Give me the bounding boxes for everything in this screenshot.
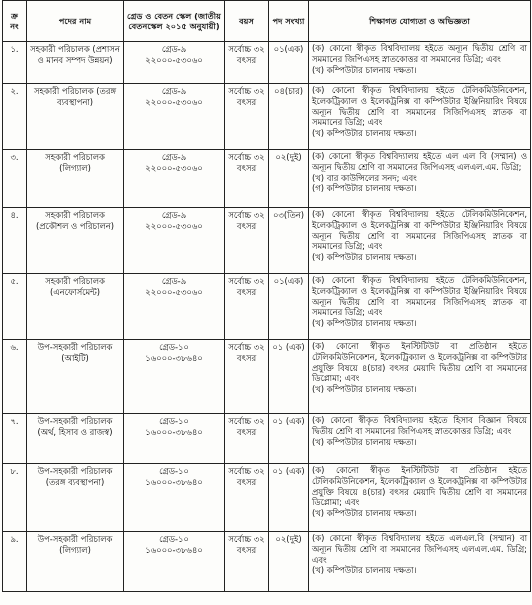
cell-post-count: ০২(দুই) bbox=[269, 532, 309, 592]
cell-post-count: ০১(এক) bbox=[269, 274, 309, 340]
table-row bbox=[3, 340, 531, 414]
qualification-item: (ক) কোনো স্বীকৃত বিশ্ববিদ্যালয় হইতে হিসাব বিজ্ঞান বিষয়ে দ্বিতীয় শ্রেণি বা সমমানের জিপিএসহ স্নাতকোত্তর ডিগ্রি; এবং bbox=[312, 415, 527, 436]
qualification-item: (ক) কোনো স্বীকৃত বিশ্ববিদ্যালয় হইতে এলএল.বি (সম্মান) বা অন্যূন দ্বিতীয় শ্রেণি বা সমমানের জিপিএসহ এলএল.এম. ডিগ্রি; এবং bbox=[312, 533, 527, 565]
cell-post-count: ০১ (এক) bbox=[269, 340, 309, 414]
cell-qualification bbox=[309, 42, 531, 84]
pay-scale: ২২০০০-৫৩০৬০ bbox=[145, 162, 203, 173]
header-age: বয়স bbox=[225, 1, 269, 42]
table-row bbox=[3, 84, 531, 150]
cell-age: সর্বোচ্চ ৩২ বৎসর bbox=[225, 84, 269, 150]
qualification-item: (ক) কোনো স্বীকৃত বিশ্ববিদ্যালয় হইতে অন্যূন দ্বিতীয় শ্রেণি বা সমমানের জিপিএসহ স্নাতকোত্তর বা সমমানের ডিগ্রি; এবং bbox=[312, 43, 527, 64]
table-row bbox=[3, 208, 531, 274]
cell-age: সর্বোচ্চ ৩২ বৎসর bbox=[225, 42, 269, 84]
cell-post-count: ০১ (এক) bbox=[269, 464, 309, 532]
qualification-item: (ক) কোনো স্বীকৃত বিশ্ববিদ্যালয় হইতে এল এল বি (সম্মান) ও অন্যূন দ্বিতীয় শ্রেণি বা সমমানের জিপিএসহ এলএল.এম. ডিগ্রি; bbox=[312, 151, 527, 172]
cell-post-name: সহকারী পরিচালক (প্রশাসন ও মানব সম্পদ উন্নয়ন) bbox=[27, 42, 124, 84]
cell-post-count: ০১ (এক) bbox=[269, 414, 309, 464]
cell-qualification bbox=[309, 340, 531, 414]
cell-serial: ১. bbox=[3, 42, 27, 84]
pay-scale: ২২০০০-৫৩০৬০ bbox=[145, 286, 203, 297]
pay-scale: ২২০০০-৫৩০৬০ bbox=[145, 220, 203, 231]
pay-scale: ১৬০০০-৩৮৬৪০ bbox=[145, 426, 203, 437]
cell-age: সর্বোচ্চ ৩২ বৎসর bbox=[225, 340, 269, 414]
qualification-item: (খ) কম্পিউটার চালনায় দক্ষতা। bbox=[312, 252, 417, 263]
header-post-name: পদের নাম bbox=[27, 1, 124, 42]
table-body bbox=[3, 42, 531, 592]
cell-grade bbox=[124, 208, 225, 274]
cell-grade bbox=[124, 84, 225, 150]
cell-grade bbox=[124, 274, 225, 340]
qualification-item: (ক) কোনো স্বীকৃত ইনস্টিটিউট বা প্রতিষ্ঠান হইতে টেলিকমিউনিকেশন, ইলেকট্রিক্যাল ও ইলেকট্রনিক্স বা কম্পিউটার প্রযুক্তি বিষয়ে ৪(চার) বৎসর মেয়াদি দ্বিতীয় শ্রেণি বা সমমানের ডিপ্লোমা; এবং bbox=[312, 341, 527, 384]
cell-post-name: সহকারী পরিচালক (প্রকৌশল ও পরিচালন) bbox=[27, 208, 124, 274]
grade-label: গ্রেড-৯ bbox=[161, 210, 187, 220]
header-serial: ক্র নং bbox=[3, 1, 27, 42]
qualification-item: (খ) কম্পিউটার চালনায় দক্ষতা। bbox=[312, 436, 417, 447]
table-row bbox=[3, 42, 531, 84]
cell-serial: ২. bbox=[3, 84, 27, 150]
qualification-item: (খ) কম্পিউটার চালনায় দক্ষতা। bbox=[312, 64, 417, 75]
grade-label: গ্রেড-৯ bbox=[161, 152, 187, 162]
cell-age: সর্বোচ্চ ৩২ বৎসর bbox=[225, 464, 269, 532]
grade-label: গ্রেড-১০ bbox=[159, 534, 189, 544]
cell-post-name: উপ-সহকারী পরিচালক (লিগ্যাল) bbox=[27, 532, 124, 592]
cell-serial: ৫. bbox=[3, 274, 27, 340]
cell-post-count: ০২(দুই) bbox=[269, 150, 309, 208]
cell-post-name: উপ-সহকারী পরিচালক (তরঙ্গ ব্যবস্থাপনা) bbox=[27, 464, 124, 532]
cell-qualification bbox=[309, 84, 531, 150]
cell-grade bbox=[124, 532, 225, 592]
table-row bbox=[3, 414, 531, 464]
grade-label: গ্রেড-৯ bbox=[161, 276, 187, 286]
cell-age: সর্বোচ্চ ৩২ বৎসর bbox=[225, 532, 269, 592]
cell-serial: ৪. bbox=[3, 208, 27, 274]
recruitment-table bbox=[2, 0, 531, 592]
pay-scale: ২২০০০-৫৩০৬০ bbox=[145, 96, 203, 107]
table-header-row bbox=[3, 1, 531, 42]
cell-post-count: ০৪(চার) bbox=[269, 84, 309, 150]
pay-scale: ২২০০০-৫৩০৬০ bbox=[145, 54, 203, 65]
table-row bbox=[3, 532, 531, 592]
cell-qualification bbox=[309, 208, 531, 274]
cell-qualification bbox=[309, 414, 531, 464]
qualification-item: (ক) কোনো স্বীকৃত ইনস্টিটিউট বা প্রতিষ্ঠান হইতে টেলিকমিউনিকেশন, ইলেকট্রিক্যাল ও ইলেকট্রনিক্স বা কম্পিউটার প্রযুক্তি বিষয়ে ৪(চার) বৎসর মেয়াদি দ্বিতীয় শ্রেণি বা সমমানের ডিপ্লোমা; এবং bbox=[312, 465, 527, 508]
cell-age: সর্বোচ্চ ৩২ বৎসর bbox=[225, 150, 269, 208]
cell-qualification bbox=[309, 464, 531, 532]
grade-label: গ্রেড-৯ bbox=[161, 86, 187, 96]
cell-qualification bbox=[309, 274, 531, 340]
cell-age: সর্বোচ্চ ৩২ বৎসর bbox=[225, 208, 269, 274]
cell-post-name: সহকারী পরিচালক (তরঙ্গ ব্যবস্থাপনা) bbox=[27, 84, 124, 150]
cell-post-name: সহকারী পরিচালক (লিগ্যাল) bbox=[27, 150, 124, 208]
header-count: পদ সংখ্যা bbox=[269, 1, 309, 42]
table-row bbox=[3, 464, 531, 532]
cell-serial: ৩. bbox=[3, 150, 27, 208]
pay-scale: ১৬০০০-৩৮৬৪০ bbox=[145, 544, 203, 555]
qualification-item: (গ) কম্পিউটার চালনায় দক্ষতা। bbox=[312, 183, 417, 194]
qualification-item: (খ) কম্পিউটার চালনায় দক্ষতা। bbox=[312, 318, 417, 329]
cell-serial: ৬. bbox=[3, 340, 27, 414]
cell-serial: ৭. bbox=[3, 414, 27, 464]
cell-qualification bbox=[309, 150, 531, 208]
cell-grade bbox=[124, 340, 225, 414]
grade-label: গ্রেড-১০ bbox=[159, 466, 189, 476]
cell-grade bbox=[124, 464, 225, 532]
grade-label: গ্রেড-১০ bbox=[159, 416, 189, 426]
cell-post-name: সহকারী পরিচালক (এনফোর্সমেন্ট) bbox=[27, 274, 124, 340]
cell-post-name: উপ-সহকারী পরিচালক (আইটি) bbox=[27, 340, 124, 414]
qualification-item: (ক) কোনো স্বীকৃত বিশ্ববিদ্যালয় হইতে টেলিকমিউনিকেশন, ইলেকট্রিক্যাল ও ইলেকট্রনিক্স বা কম্পিউটার ইঞ্জিনিয়ারিং বিষয়ে অন্যূন দ্বিতীয় শ্রেণি বা সমমানের সিজিপিএসহ স্নাতক বা সমমানের ডিগ্রি; এবং bbox=[312, 85, 527, 128]
table-row bbox=[3, 150, 531, 208]
cell-serial: ৯. bbox=[3, 532, 27, 592]
cell-grade bbox=[124, 42, 225, 84]
grade-label: গ্রেড-১০ bbox=[159, 342, 189, 352]
qualification-item: (খ) কম্পিউটার চালনায় দক্ষতা। bbox=[312, 384, 417, 395]
cell-qualification bbox=[309, 532, 531, 592]
qualification-item: (খ) বার কাউন্সিলের সনদ; এবং bbox=[312, 172, 417, 183]
table-row bbox=[3, 274, 531, 340]
cell-serial: ৮. bbox=[3, 464, 27, 532]
cell-post-count: ০১(এক) bbox=[269, 42, 309, 84]
pay-scale: ১৬০০০-৩৮৬৪০ bbox=[145, 352, 203, 363]
qualification-item: (খ) কম্পিউটার চালনায় দক্ষতা। bbox=[312, 508, 417, 519]
grade-label: গ্রেড-৯ bbox=[161, 44, 187, 54]
qualification-item: (ক) কোনো স্বীকৃত বিশ্ববিদ্যালয় হইতে টেলিকমিউনিকেশন, ইলেকট্রিক্যাল ও ইলেকট্রনিক্স বা কম্পিউটার ইঞ্জিনিয়ারিং বিষয়ে অন্যূন দ্বিতীয় শ্রেণি বা সমমানের সিজিপিএসহ স্নাতক বা সমমানের ডিগ্রি; এবং bbox=[312, 275, 527, 318]
header-grade: গ্রেড ও বেতন স্কেল (জাতীয় বেতনস্কেল ২০১৫ অনুযায়ী) bbox=[124, 1, 225, 42]
cell-grade bbox=[124, 414, 225, 464]
cell-post-count: ০৩(তিন) bbox=[269, 208, 309, 274]
qualification-item: (ক) কোনো স্বীকৃত বিশ্ববিদ্যালয় হইতে টেলিকমিউনিকেশন, ইলেকট্রিক্যাল ও ইলেকট্রনিক্স বা কম্পিউটার ইঞ্জিনিয়ারিং বিষয়ে অন্যূন দ্বিতীয় শ্রেণি বা সমমানের সিজিপিএসহ স্নাতক বা সমমানের ডিগ্রি; এবং bbox=[312, 209, 527, 252]
cell-post-name: উপ-সহকারী পরিচালক (অর্থ, হিসাব ও রাজস্ব) bbox=[27, 414, 124, 464]
cell-grade bbox=[124, 150, 225, 208]
qualification-item: (খ) কম্পিউটার চালনায় দক্ষতা। bbox=[312, 128, 417, 139]
qualification-item: (খ) কম্পিউটার চালনায় দক্ষতা। bbox=[312, 565, 417, 576]
cell-age: সর্বোচ্চ ৩২ বৎসর bbox=[225, 274, 269, 340]
header-qualification: শিক্ষাগত যোগ্যতা ও অভিজ্ঞতা bbox=[309, 1, 531, 42]
pay-scale: ১৬০০০-৩৮৬৪০ bbox=[145, 476, 203, 487]
cell-age: সর্বোচ্চ ৩২ বৎসর bbox=[225, 414, 269, 464]
